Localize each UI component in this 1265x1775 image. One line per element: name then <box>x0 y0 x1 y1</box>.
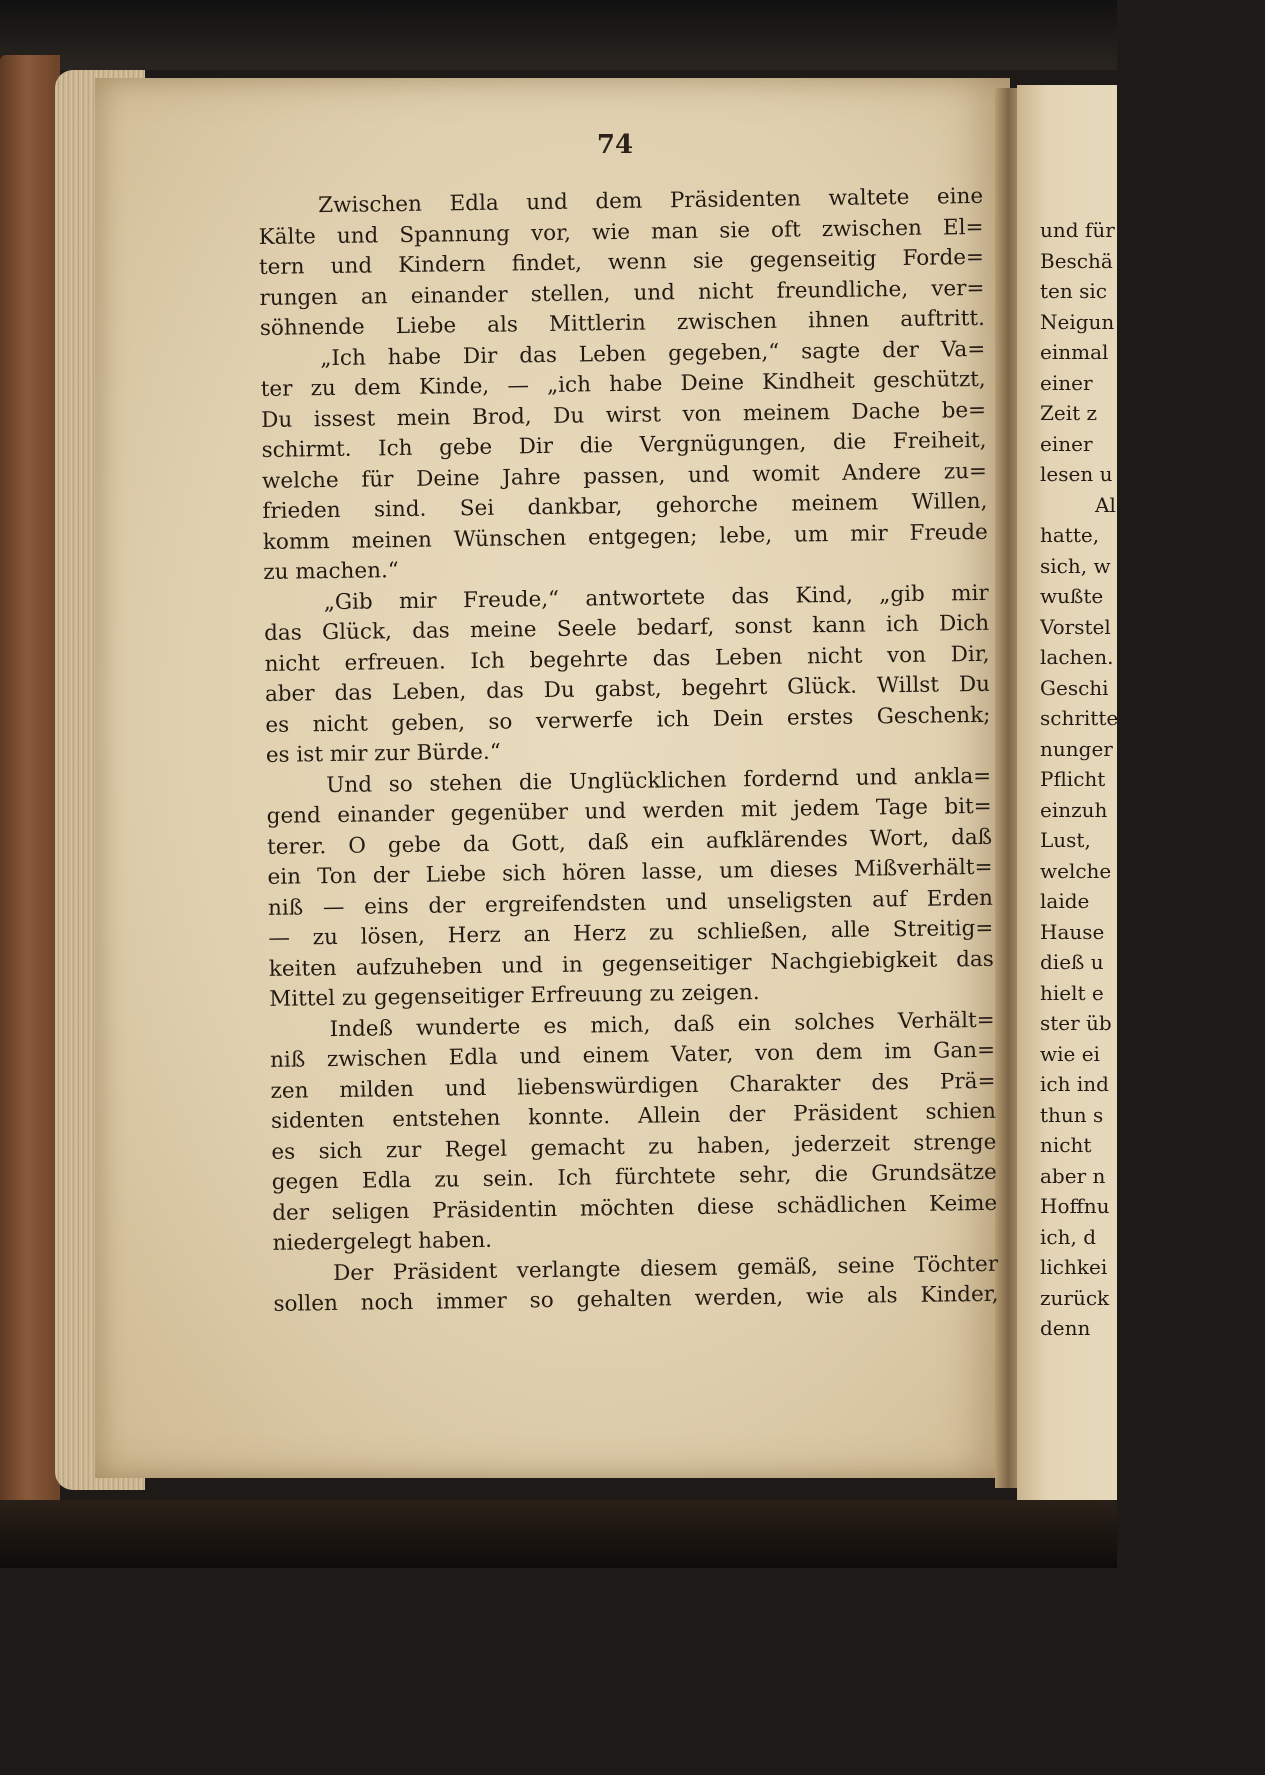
right-page-line: Pflicht <box>1040 767 1106 791</box>
text-line: sidenten entstehen konnte. Allein der Präsident schien <box>270 1098 997 1134</box>
text-line: zu machen.“ <box>263 558 399 585</box>
text-line: es nicht geben, so verwerfe ich Dein erstes Geschenk; <box>265 702 991 738</box>
text-line: der seligen Präsidentin möchten diese schädlichen Keime <box>272 1190 998 1226</box>
right-page-line: schritte <box>1040 706 1119 730</box>
right-page-line: hatte, <box>1040 523 1100 547</box>
book-cover-top <box>0 0 1117 70</box>
text-line: „Gib mir Freude,“ antwortete das Kind, „gib mir <box>323 580 989 615</box>
text-line: Zwischen Edla und dem Präsidenten waltete eine <box>318 183 984 219</box>
right-page-line: Lust, <box>1040 828 1091 852</box>
right-page-line: nunger <box>1040 736 1113 761</box>
text-line: ter zu dem Kinde, — „ich habe Deine Kindheit geschützt, <box>260 366 986 402</box>
right-page-line: Neigun <box>1040 309 1115 334</box>
right-page-line: hielt e <box>1040 980 1104 1005</box>
text-line: schirmt. Ich gebe Dir die Vergnügungen, die Freiheit, <box>261 427 987 463</box>
right-page-line: wie ei <box>1040 1041 1100 1066</box>
text-line: — zu lösen, Herz an Herz zu schließen, alle Streitig= <box>268 915 994 951</box>
right-page-line: und für <box>1040 218 1115 242</box>
book-cover-left <box>0 55 60 1515</box>
text-line: Kälte und Spannung vor, wie man sie oft zwischen El= <box>258 214 984 250</box>
text-line: Du issest mein Brod, Du wirst von meinem Dache be= <box>261 397 987 433</box>
text-line: komm meinen Wünschen entgegen; lebe, um mir Freude <box>262 519 988 555</box>
right-page-line: Zeit z <box>1040 401 1098 425</box>
text-line: es ist mir zur Bürde.“ <box>265 739 501 768</box>
right-page-line: ich, d <box>1040 1224 1096 1249</box>
right-page-line: ten sic <box>1040 279 1107 303</box>
right-page-line: lachen. <box>1040 645 1114 669</box>
right-page-line: denn <box>1040 1316 1091 1340</box>
right-page-line: thun s <box>1040 1102 1104 1127</box>
right-page-line: aber n <box>1040 1163 1106 1188</box>
right-page-line: lichkei <box>1040 1255 1108 1279</box>
right-page-line: Hause <box>1040 919 1105 944</box>
text-line: Indeß wunderte es mich, daß ein solches Verhält= <box>329 1007 995 1042</box>
right-page-line: einmal <box>1040 340 1109 364</box>
right-page-line: einzuh <box>1040 797 1108 822</box>
right-page-line: einer <box>1040 370 1093 395</box>
body-text <box>258 182 999 1321</box>
text-line: rungen an einander stellen, und nicht freundliche, ver= <box>259 275 985 311</box>
text-line: „Ich habe Dir das Leben gegeben,“ sagte der Va= <box>320 336 986 371</box>
right-page-line: laide <box>1040 889 1090 913</box>
text-line: nicht erfreuen. Ich begehrte das Leben nicht von Dir, <box>264 641 990 677</box>
text-line: söhnende Liebe als Mittlerin zwischen ihnen auftritt. <box>259 305 986 341</box>
right-page-line: Hoffnu <box>1040 1194 1110 1218</box>
text-line: aber das Leben, das Du gabst, begehrt Glück. Willst Du <box>264 671 991 707</box>
text-line: niß zwischen Edla und einem Vater, von dem im Gan= <box>269 1037 996 1073</box>
right-page-line: ich ind <box>1040 1072 1109 1096</box>
text-line: terer. O gebe da Gott, daß ein aufklärendes Wort, daß <box>266 824 993 860</box>
text-line: keiten aufzuheben und in gegenseitiger Nachgiebigkeit das <box>268 946 994 982</box>
text-line: tern und Kindern findet, wenn sie gegenseitig Forde= <box>258 244 985 280</box>
page-number: 74 <box>596 130 634 160</box>
text-line: niß — eins der ergreifendsten und unseligsten auf Erden <box>267 885 994 921</box>
text-line: zen milden und liebenswürdigen Charakter des Prä= <box>270 1068 996 1104</box>
text-line: gegen Edla zu sein. Ich fürchtete sehr, die Grundsätze <box>271 1159 997 1195</box>
text-line: niedergelegt haben. <box>272 1227 493 1256</box>
right-page-line: Beschä <box>1040 248 1113 273</box>
text-line: sollen noch immer so gehalten werden, wie als Kinder, <box>273 1281 999 1317</box>
right-page-line: einer <box>1040 431 1093 456</box>
text-line: es sich zur Regel gemacht zu haben, jederzeit strenge <box>271 1129 997 1165</box>
right-page-text <box>1040 215 1120 1344</box>
right-page-line: Vorstel <box>1040 614 1111 639</box>
text-line: Mittel zu gegenseitiger Erfreuung zu zeigen. <box>269 980 760 1012</box>
right-page-line: lesen u <box>1040 462 1113 486</box>
right-page-line: ster üb <box>1040 1011 1112 1035</box>
right-page-line: nicht <box>1040 1133 1092 1157</box>
right-page-line: sich, w <box>1040 553 1111 578</box>
text-line: ein Ton der Liebe sich hören lasse, um dieses Mißverhält= <box>267 854 993 890</box>
book-gutter <box>995 88 1017 1488</box>
text-line: das Glück, das meine Seele bedarf, sonst kann ich Dich <box>263 610 990 646</box>
right-page-line: dieß u <box>1040 950 1104 974</box>
text-line: gend einander gegenüber und werden mit jedem Tage bit= <box>266 793 992 829</box>
text-line: welche für Deine Jahre passen, und womit Andere zu= <box>261 458 988 494</box>
right-page-line: Al <box>1095 492 1116 517</box>
text-line: Der Präsident verlangte diesem gemäß, seine Töchter <box>332 1251 999 1286</box>
text-line: Und so stehen die Unglücklichen fordernd und ankla= <box>326 763 992 798</box>
right-page-line: wußte <box>1040 584 1104 608</box>
right-page-line: Geschi <box>1040 675 1109 700</box>
book-cover-bottom <box>0 1500 1117 1568</box>
right-page-line: zurück <box>1040 1285 1110 1310</box>
right-page-line: welche <box>1040 858 1112 883</box>
text-line: frieden sind. Sei dankbar, gehorche meinem Willen, <box>262 488 988 524</box>
